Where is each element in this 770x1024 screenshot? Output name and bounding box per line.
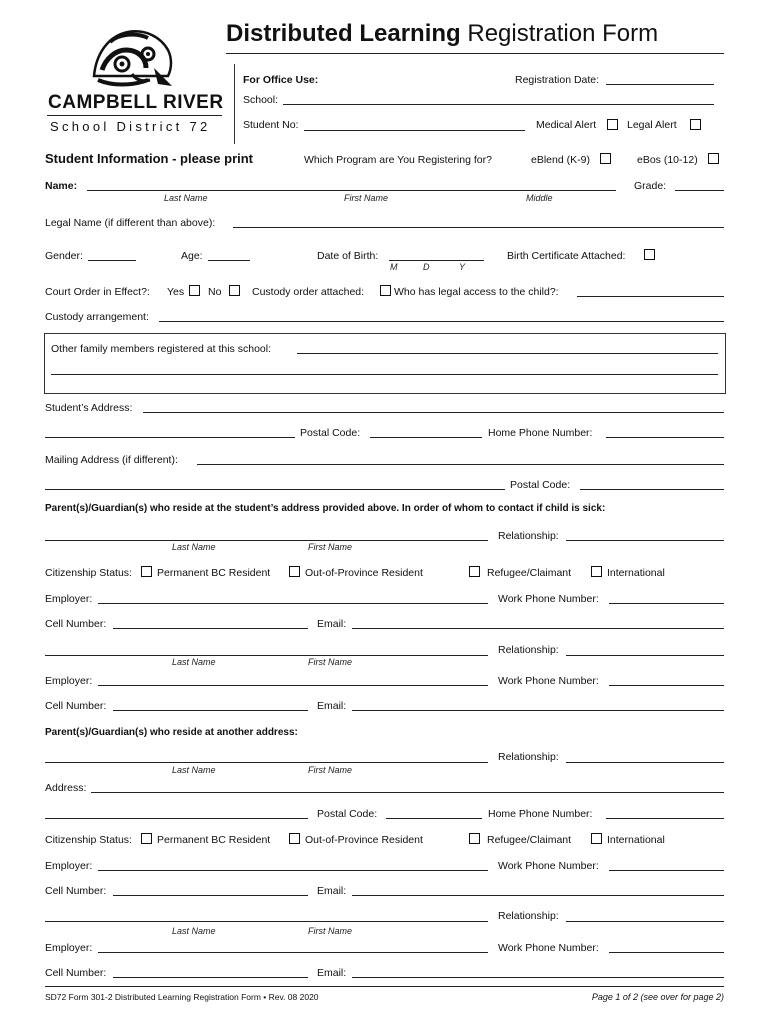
school-label: School: — [243, 94, 279, 106]
eblend-label: eBlend (K-9) — [531, 154, 590, 166]
student-address-field[interactable] — [143, 412, 724, 413]
ebos-label: eBos (10-12) — [637, 154, 698, 166]
guardian2-work-phone-field[interactable] — [609, 685, 724, 686]
guardian3-out-province-checkbox[interactable] — [289, 833, 300, 844]
dob-label: Date of Birth: — [317, 250, 379, 262]
medical-alert-label: Medical Alert — [536, 119, 597, 131]
guardian3-work-phone-label: Work Phone Number: — [498, 860, 599, 872]
guardian1-last-name-caption: Last Name — [172, 542, 216, 552]
guardian2-email-field[interactable] — [352, 710, 724, 711]
guardian3-email-label: Email: — [317, 885, 347, 897]
grade-field[interactable] — [675, 190, 724, 191]
legal-access-field[interactable] — [577, 296, 724, 297]
guardian3-postal-label: Postal Code: — [317, 808, 378, 820]
footer-page-number: Page 1 of 2 (see over for page 2) — [591, 992, 724, 1002]
dob-y-caption: Y — [459, 262, 466, 272]
guardian3-international-label: International — [607, 834, 665, 846]
school-district-logo — [88, 24, 176, 90]
guardian1-refugee-checkbox[interactable] — [469, 566, 480, 577]
guardian3-cell-label: Cell Number: — [45, 885, 107, 897]
court-yes-label: Yes — [167, 286, 185, 298]
guardian3-work-phone-field[interactable] — [609, 870, 724, 871]
guardian4-first-name-caption: First Name — [308, 926, 353, 936]
other-family-field-2[interactable] — [51, 374, 718, 375]
guardian3-last-name-caption: Last Name — [172, 765, 216, 775]
custody-attached-label: Custody order attached: — [252, 286, 365, 298]
eblend-checkbox[interactable] — [600, 153, 611, 164]
name-label: Name: — [45, 180, 78, 192]
guardian1-out-province-checkbox[interactable] — [289, 566, 300, 577]
guardian3-out-province-label: Out-of-Province Resident — [305, 834, 423, 846]
guardian1-employer-field[interactable] — [98, 603, 488, 604]
guardian4-relationship-label: Relationship: — [498, 910, 559, 922]
guardian3-first-name-caption: First Name — [308, 765, 353, 775]
guardian4-work-phone-label: Work Phone Number: — [498, 942, 599, 954]
mailing-postal-label: Postal Code: — [510, 479, 571, 491]
guardian2-last-name-caption: Last Name — [172, 657, 216, 667]
first-name-caption: First Name — [344, 193, 389, 203]
guardian3-address-field[interactable] — [91, 792, 724, 793]
other-family-label: Other family members registered at this school: — [51, 343, 271, 355]
guardian4-cell-label: Cell Number: — [45, 967, 107, 979]
guardian1-perm-bc-label: Permanent BC Resident — [157, 567, 271, 579]
grade-label: Grade: — [634, 180, 667, 192]
guardian1-work-phone-field[interactable] — [609, 603, 724, 604]
home-phone-label: Home Phone Number: — [488, 427, 593, 439]
guardian3-address-field-2[interactable] — [45, 818, 308, 819]
logo-line2: School District 72 — [50, 119, 211, 134]
guardian3-postal-field[interactable] — [386, 818, 482, 819]
court-order-label: Court Order in Effect?: — [45, 286, 150, 298]
guardian2-work-phone-label: Work Phone Number: — [498, 675, 599, 687]
guardian2-relationship-label: Relationship: — [498, 644, 559, 656]
guardian4-email-label: Email: — [317, 967, 347, 979]
mailing-postal-field[interactable] — [580, 489, 724, 490]
guardian2-employer-field[interactable] — [98, 685, 488, 686]
custody-attached-checkbox[interactable] — [380, 285, 391, 296]
footer-divider — [45, 986, 724, 987]
guardian3-employer-label: Employer: — [45, 860, 93, 872]
guardian2-cell-label: Cell Number: — [45, 700, 107, 712]
guardian3-refugee-label: Refugee/Claimant — [487, 834, 572, 846]
dob-m-caption: M — [390, 262, 398, 272]
guardian4-relationship-field[interactable] — [566, 921, 724, 922]
guardian3-perm-bc-label: Permanent BC Resident — [157, 834, 271, 846]
postal-code-field[interactable] — [370, 437, 482, 438]
custody-arrangement-field[interactable] — [159, 321, 724, 322]
dob-d-caption: D — [423, 262, 430, 272]
logo-line1: CAMPBELL RIVER — [48, 92, 224, 113]
guardian4-email-field[interactable] — [352, 977, 724, 978]
gender-label: Gender: — [45, 250, 83, 262]
guardian1-international-label: International — [607, 567, 665, 579]
guardian2-email-label: Email: — [317, 700, 347, 712]
guardian4-name-field[interactable] — [45, 921, 488, 922]
postal-code-label: Postal Code: — [300, 427, 361, 439]
guardian3-cell-field[interactable] — [113, 895, 308, 896]
guardian1-first-name-caption: First Name — [308, 542, 353, 552]
guardian2-cell-field[interactable] — [113, 710, 308, 711]
guardian1-citizenship-label: Citizenship Status: — [45, 567, 132, 579]
guardian1-name-field[interactable] — [45, 540, 488, 541]
legal-alert-checkbox[interactable] — [690, 119, 701, 130]
mailing-address-label: Mailing Address (if different): — [45, 454, 178, 466]
gender-field[interactable] — [88, 260, 136, 261]
guardian3-relationship-field[interactable] — [566, 762, 724, 763]
guardians-other-heading: Parent(s)/Guardian(s) who reside at another address: — [45, 727, 298, 738]
birth-cert-checkbox[interactable] — [644, 249, 655, 260]
guardian1-relationship-label: Relationship: — [498, 530, 559, 542]
guardian1-email-field[interactable] — [352, 628, 724, 629]
program-question: Which Program are You Registering for? — [304, 154, 492, 166]
guardian2-name-field[interactable] — [45, 655, 488, 656]
guardian2-relationship-field[interactable] — [566, 655, 724, 656]
middle-caption: Middle — [526, 193, 553, 203]
guardian1-email-label: Email: — [317, 618, 347, 630]
guardian4-last-name-caption: Last Name — [172, 926, 216, 936]
guardian1-work-phone-label: Work Phone Number: — [498, 593, 599, 605]
legal-name-label: Legal Name (if different than above): — [45, 217, 216, 229]
guardian3-international-checkbox[interactable] — [591, 833, 602, 844]
legal-name-field[interactable] — [233, 227, 724, 228]
home-phone-field[interactable] — [606, 437, 724, 438]
guardian1-perm-bc-checkbox[interactable] — [141, 566, 152, 577]
court-no-label: No — [208, 286, 222, 298]
guardian2-first-name-caption: First Name — [308, 657, 353, 667]
guardian3-home-phone-label: Home Phone Number: — [488, 808, 593, 820]
guardian3-relationship-label: Relationship: — [498, 751, 559, 763]
guardian3-email-field[interactable] — [352, 895, 724, 896]
guardian2-employer-label: Employer: — [45, 675, 93, 687]
guardian4-work-phone-field[interactable] — [609, 952, 724, 953]
student-no-field[interactable] — [304, 130, 525, 131]
guardian3-address-label: Address: — [45, 782, 87, 794]
student-no-label: Student No: — [243, 119, 299, 131]
guardian1-refugee-label: Refugee/Claimant — [487, 567, 572, 579]
last-name-caption: Last Name — [164, 193, 208, 203]
student-address-label: Student’s Address: — [45, 402, 133, 414]
guardians-same-heading: Parent(s)/Guardian(s) who reside at the student’s address provided above. In order of whom to contact if child is sick: — [45, 503, 606, 514]
court-no-checkbox[interactable] — [229, 285, 240, 296]
guardian1-international-checkbox[interactable] — [591, 566, 602, 577]
student-info-heading: Student Information - please print — [45, 151, 254, 166]
mailing-address-field-2[interactable] — [45, 489, 505, 490]
guardian3-citizenship-label: Citizenship Status: — [45, 834, 132, 846]
guardian3-perm-bc-checkbox[interactable] — [141, 833, 152, 844]
guardian4-employer-field[interactable] — [98, 952, 488, 953]
age-label: Age: — [181, 250, 203, 262]
office-use-heading: For Office Use: — [243, 74, 319, 86]
school-field[interactable] — [283, 104, 714, 105]
guardian1-cell-field[interactable] — [113, 628, 308, 629]
footer-form-id: SD72 Form 301-2 Distributed Learning Registration Form • Rev. 08 2020 — [45, 992, 319, 1002]
ebos-checkbox[interactable] — [708, 153, 719, 164]
mailing-address-field[interactable] — [197, 464, 724, 465]
page-title: Distributed Learning Registration Form — [226, 20, 659, 47]
age-field[interactable] — [208, 260, 250, 261]
guardian3-refugee-checkbox[interactable] — [469, 833, 480, 844]
guardian3-name-field[interactable] — [45, 762, 488, 763]
dob-field[interactable] — [389, 260, 484, 261]
legal-access-label: Who has legal access to the child?: — [394, 286, 559, 298]
guardian4-employer-label: Employer: — [45, 942, 93, 954]
registration-date-label: Registration Date: — [515, 74, 600, 86]
guardian1-relationship-field[interactable] — [566, 540, 724, 541]
registration-date-field[interactable] — [606, 84, 714, 85]
other-family-field[interactable] — [297, 353, 718, 354]
guardian3-employer-field[interactable] — [98, 870, 488, 871]
guardian1-out-province-label: Out-of-Province Resident — [305, 567, 423, 579]
guardian1-employer-label: Employer: — [45, 593, 93, 605]
student-address-field-2[interactable] — [45, 437, 295, 438]
custody-arrangement-label: Custody arrangement: — [45, 311, 149, 323]
birth-cert-label: Birth Certificate Attached: — [507, 250, 626, 262]
medical-alert-checkbox[interactable] — [607, 119, 618, 130]
guardian1-cell-label: Cell Number: — [45, 618, 107, 630]
court-yes-checkbox[interactable] — [189, 285, 200, 296]
name-field[interactable] — [87, 190, 616, 191]
guardian4-cell-field[interactable] — [113, 977, 308, 978]
guardian3-home-phone-field[interactable] — [606, 818, 724, 819]
legal-alert-label: Legal Alert — [627, 119, 677, 131]
